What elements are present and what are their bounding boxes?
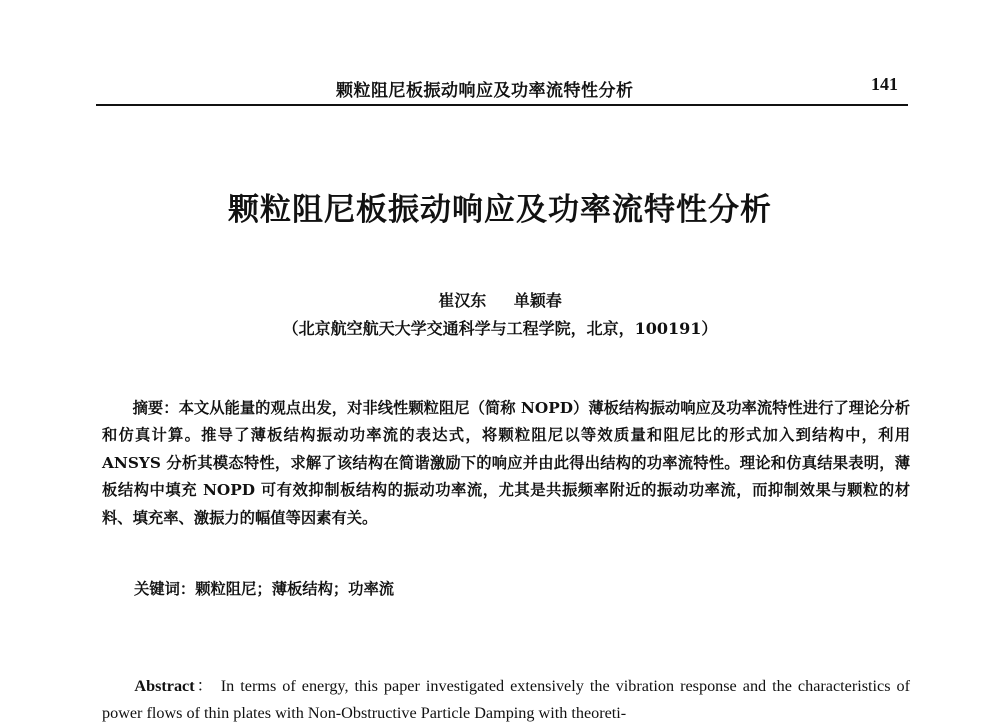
paper-title: 颗粒阻尼板振动响应及功率流特性分析 [228,192,772,228]
abstract-english-separator: ： [194,677,215,695]
page-number: 141 [871,74,898,94]
keywords-label: 关键词： [134,580,196,598]
abstract-english [102,673,910,727]
affiliation: （北京航空航天大学交通科学与工程学院，北京，100191） [282,319,718,338]
abstract-chinese-text: 本文从能量的观点出发，对非线性颗粒阻尼（简称 NOPD）薄板结构振动响应及功率流特性进行了理论分析和仿真计算。推导了薄板结构振动功率流的表达式，将颗粒阻尼以等效质量和阻尼比的形式加入到结构中，利用 ANSYS 分析其模态特性，求解了该结构在简谐激励下的响应并由此得出结构的功率流特性。理论和仿真结果表明，薄板结构中填充 NOPD 可有效抑制板结构的振动功率流，尤其是共振频率附近的振动功率流，而抑制效果与颗粒的材料、填充率、激振力的幅值等因素有关。 [102,399,910,527]
keywords-chinese [134,577,910,599]
running-header [96,70,908,106]
abstract-chinese [102,395,910,532]
abstract-english-label: Abstract [134,677,195,695]
abstract-english-text: In terms of energy, this paper investigated extensively the vibration response and the characteristics of power flows of thin plates with Non-Obstructive Particle Damping with theoreti- [102,677,911,722]
authors: 崔汉东 单颖春 [438,291,562,310]
abstract-chinese-label: 摘要： [132,399,179,417]
keywords-text: 颗粒阻尼；薄板结构；功率流 [195,580,395,598]
running-title: 颗粒阻尼板振动响应及功率流特性分析 [336,81,634,101]
